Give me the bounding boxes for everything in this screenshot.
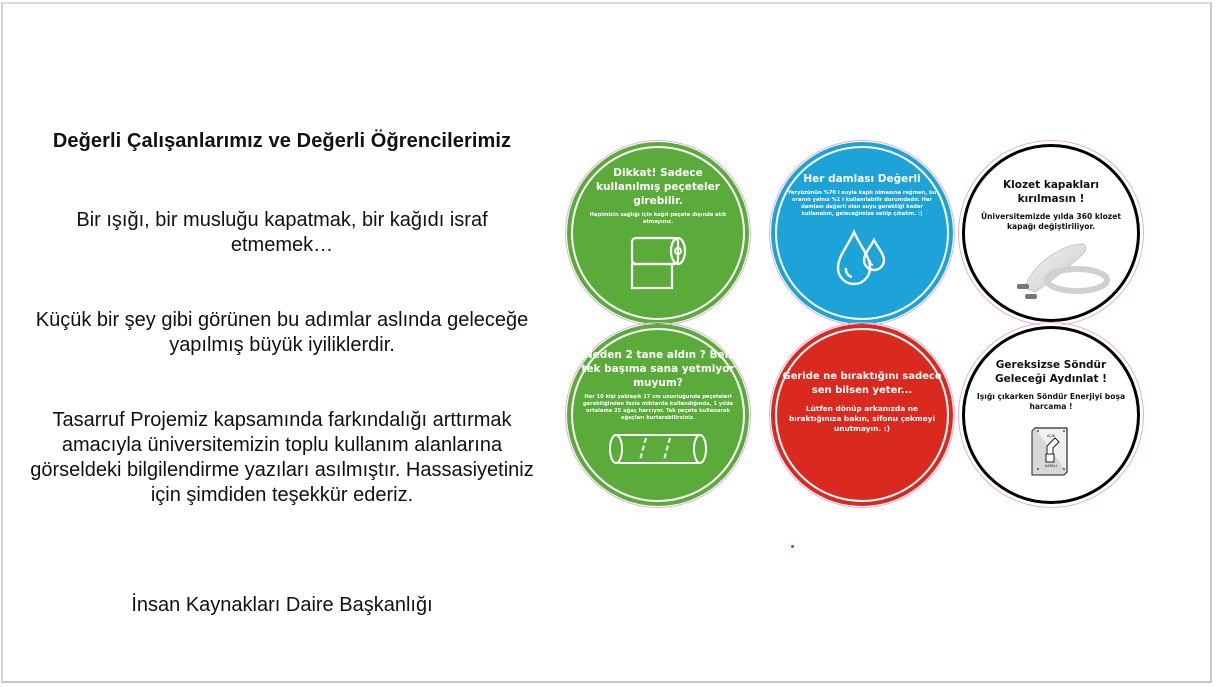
slide-heading: Değerli Çalışanlarımız ve Değerli Öğrencilerimiz	[52, 130, 512, 152]
sticker-turn-off-lights	[958, 322, 1144, 508]
sticker-flush-reminder	[769, 322, 955, 508]
sticker-body: Yeryüzünün %70 i suyla kaplı olmasına rağmen, bu oranın yalnız %1 i kullanılabilir durumdadır. Her damlası değerli olan suyu gerektiği kadar kullanalım, geleceğimize sahip çıkalım. :)	[787, 190, 937, 217]
stray-red-dot	[791, 545, 794, 548]
sticker-single-napkin	[565, 322, 751, 508]
sticker-toilet-seat	[958, 140, 1144, 326]
sticker-body: Hepimizin sağlığı için kağıt peçete dışında atık atmayınız.	[589, 212, 727, 225]
sticker-water-drops	[769, 140, 955, 326]
signature: İnsan Kaynakları Daire Başkanlığı	[131, 594, 433, 616]
water-drops-icon	[830, 226, 894, 290]
sticker-body: Üniversitemizde yılda 360 klozet kapağı değiştiriliyor.	[980, 212, 1121, 231]
sticker-body: Lütfen dönüp arkanızda ne bıraktığınıza bakın, sifonu çekmeyi unutmayın. :)	[789, 404, 935, 433]
sticker-napkins-only	[565, 140, 751, 326]
paragraph-2: Küçük bir şey gibi görünen bu adımlar aslında geleceğe yapılmış büyük iyiliklerdir.	[35, 309, 529, 356]
sticker-title: Geride ne bıraktığını sadece sen bilsen yeter...	[782, 371, 942, 396]
svg-text:AÇIK: AÇIK	[1046, 434, 1056, 438]
paper-towel-roll-icon	[628, 232, 688, 292]
sticker-body: Her 10 kişi yaklaşık 17 cm uzunluğunda peçeteleri gerektiğinden fazla miktarda kullandığında, 1 yılda ortalama 25 ağaç harcıyor. Tek peçete kullanarak ağaçları kurtarabilirsiniz.	[582, 394, 734, 421]
paragraph-3: Tasarruf Projemiz kapsamında farkındalığı arttırmak amacıyla üniversitemizin toplu kullanım alanlarına görseldeki bilgilendirme yazıları asılmıştır. Hassasiyetiniz için şimdiden teşekkür ederiz.	[30, 409, 534, 506]
sticker-body: Işığı çıkarken Söndür Enerjiyi boşa harcama !	[976, 392, 1126, 411]
sticker-title: Klozet kapakları kırılmasın !	[1003, 179, 1099, 205]
sticker-title: Gereksizse Söndür Geleceği Aydınlat !	[995, 359, 1107, 385]
paragraph-1: Bir ışığı, bir musluğu kapatmak, bir kağıdı israf etmemek…	[76, 209, 488, 256]
svg-text:KAPALI: KAPALI	[1045, 464, 1057, 468]
light-switch-icon	[1031, 426, 1071, 476]
slide-canvas	[1, 2, 1212, 683]
toilet-seat-icon	[995, 240, 1115, 300]
paper-towel-sheet-icon	[608, 432, 708, 466]
sticker-title: Her damlası Değerli	[803, 173, 921, 185]
sticker-title: Neden 2 tane aldın ? Ben tek başıma sana yetmiyor muyum?	[581, 349, 735, 389]
sticker-title: Dikkat! Sadece kullanılmış peçeteler girebilir.	[596, 167, 720, 207]
